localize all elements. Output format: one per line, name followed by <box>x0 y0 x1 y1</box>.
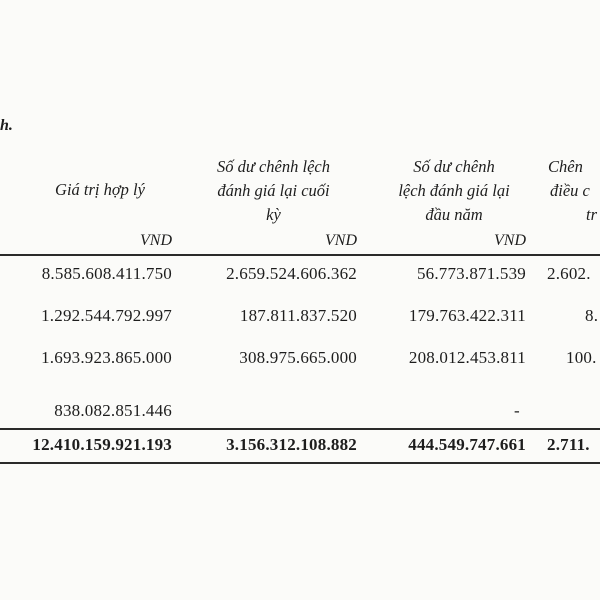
header-fair-value <box>20 178 180 202</box>
adjustment-cell: 8. <box>585 306 599 325</box>
header-fair-value-line: Giá trị hợp lý <box>55 180 145 199</box>
unit-label: VND <box>325 232 357 249</box>
header-line: đánh giá lại cuối <box>217 181 330 200</box>
total-closing-balance: 3.156.312.108.882 <box>226 435 357 454</box>
header-line: tr <box>586 205 598 224</box>
section-heading-fragment: h. <box>0 117 13 134</box>
opening-balance-cell: 179.763.422.311 <box>408 306 526 325</box>
fair-value-cell: 1.693.923.865.000 <box>41 348 172 367</box>
total-fair-value: 12.410.159.921.193 <box>32 435 172 454</box>
header-line: lệch đánh giá lại <box>398 181 510 200</box>
unit-label: VND <box>140 232 172 249</box>
opening-balance-cell: 56.773.871.539 <box>416 264 526 283</box>
closing-balance-cell: 2.659.524.606.362 <box>226 264 357 283</box>
adjustment-cell: 100. <box>566 348 597 367</box>
total-rule <box>0 428 600 430</box>
bottom-rule <box>0 462 600 464</box>
total-adjustment: 2.711. <box>547 435 590 454</box>
unit-label: VND <box>494 232 526 249</box>
header-line: Số dư chênh lệch <box>216 157 330 176</box>
adjustment-cell: 2.602. <box>547 264 591 283</box>
header-line: kỳ <box>266 205 281 224</box>
header-adjustment-difference-cut <box>548 155 597 227</box>
header-line: điều c <box>550 181 590 200</box>
header-opening-revaluation-balance <box>372 155 536 227</box>
total-opening-balance: 444.549.747.661 <box>408 435 526 454</box>
closing-balance-cell: 308.975.665.000 <box>239 348 357 367</box>
header-line: Chên <box>548 157 583 176</box>
fair-value-cell: 1.292.544.792.997 <box>41 306 172 325</box>
header-rule <box>0 254 600 256</box>
fair-value-cell: 8.585.608.411.750 <box>41 264 172 283</box>
fair-value-cell: 838.082.851.446 <box>54 401 172 420</box>
opening-balance-cell: - <box>514 401 520 420</box>
closing-balance-cell: 187.811.837.520 <box>239 306 357 325</box>
opening-balance-cell: 208.012.453.811 <box>408 348 526 367</box>
header-closing-revaluation-balance <box>186 155 361 227</box>
header-line: đầu năm <box>425 205 483 224</box>
header-line: Số dư chênh <box>413 157 495 176</box>
